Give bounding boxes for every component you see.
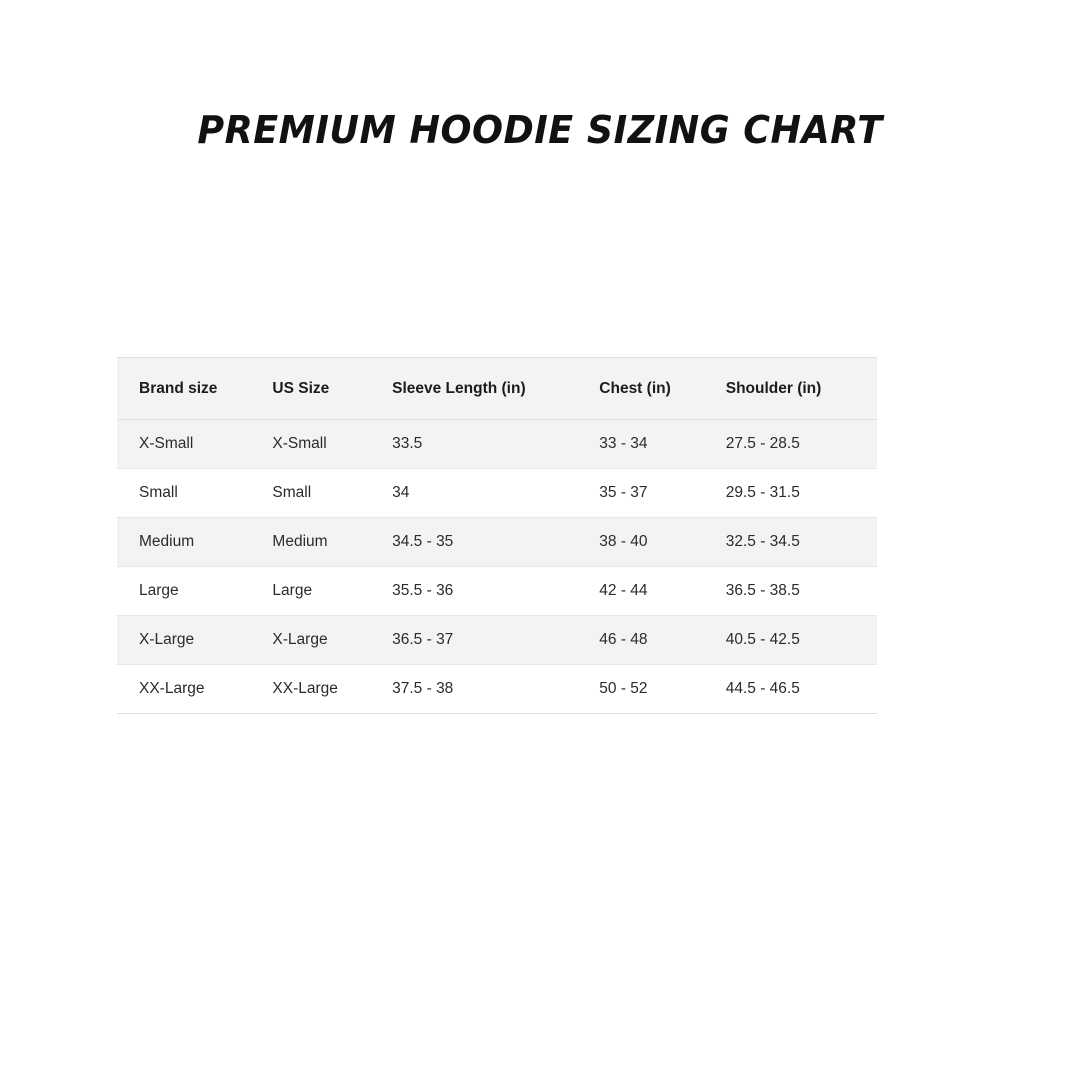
cell-chest: 33 - 34 bbox=[599, 420, 725, 469]
cell-chest: 50 - 52 bbox=[599, 665, 725, 714]
cell-us-size: X-Large bbox=[272, 616, 392, 665]
cell-shoulder: 32.5 - 34.5 bbox=[726, 518, 877, 567]
cell-sleeve-length: 33.5 bbox=[392, 420, 599, 469]
cell-brand-size: XX-Large bbox=[117, 665, 272, 714]
table-row bbox=[117, 616, 877, 665]
cell-sleeve-length: 34.5 - 35 bbox=[392, 518, 599, 567]
cell-shoulder: 44.5 - 46.5 bbox=[726, 665, 877, 714]
column-header-brand-size: Brand size bbox=[117, 358, 272, 420]
cell-shoulder: 27.5 - 28.5 bbox=[726, 420, 877, 469]
cell-chest: 35 - 37 bbox=[599, 469, 725, 518]
table-header-row bbox=[117, 358, 877, 420]
column-header-chest: Chest (in) bbox=[599, 358, 725, 420]
cell-sleeve-length: 34 bbox=[392, 469, 599, 518]
cell-brand-size: Medium bbox=[117, 518, 272, 567]
cell-sleeve-length: 35.5 - 36 bbox=[392, 567, 599, 616]
table-row bbox=[117, 567, 877, 616]
cell-us-size: Small bbox=[272, 469, 392, 518]
page-title: PREMIUM HOODIE SIZING CHART bbox=[197, 108, 883, 152]
cell-brand-size: Large bbox=[117, 567, 272, 616]
sizing-table bbox=[117, 357, 877, 714]
table-header bbox=[117, 358, 877, 420]
table-row bbox=[117, 665, 877, 714]
column-header-us-size: US Size bbox=[272, 358, 392, 420]
cell-chest: 38 - 40 bbox=[599, 518, 725, 567]
table-row bbox=[117, 420, 877, 469]
cell-brand-size: X-Small bbox=[117, 420, 272, 469]
cell-us-size: XX-Large bbox=[272, 665, 392, 714]
cell-us-size: X-Small bbox=[272, 420, 392, 469]
column-header-sleeve-length: Sleeve Length (in) bbox=[392, 358, 599, 420]
cell-us-size: Large bbox=[272, 567, 392, 616]
table-row bbox=[117, 518, 877, 567]
cell-shoulder: 29.5 - 31.5 bbox=[726, 469, 877, 518]
cell-shoulder: 40.5 - 42.5 bbox=[726, 616, 877, 665]
cell-chest: 46 - 48 bbox=[599, 616, 725, 665]
table-body bbox=[117, 420, 877, 714]
cell-brand-size: X-Large bbox=[117, 616, 272, 665]
cell-shoulder: 36.5 - 38.5 bbox=[726, 567, 877, 616]
cell-sleeve-length: 37.5 - 38 bbox=[392, 665, 599, 714]
cell-sleeve-length: 36.5 - 37 bbox=[392, 616, 599, 665]
column-header-shoulder: Shoulder (in) bbox=[726, 358, 877, 420]
table-row bbox=[117, 469, 877, 518]
sizing-table-container bbox=[117, 357, 877, 714]
cell-brand-size: Small bbox=[117, 469, 272, 518]
cell-us-size: Medium bbox=[272, 518, 392, 567]
cell-chest: 42 - 44 bbox=[599, 567, 725, 616]
